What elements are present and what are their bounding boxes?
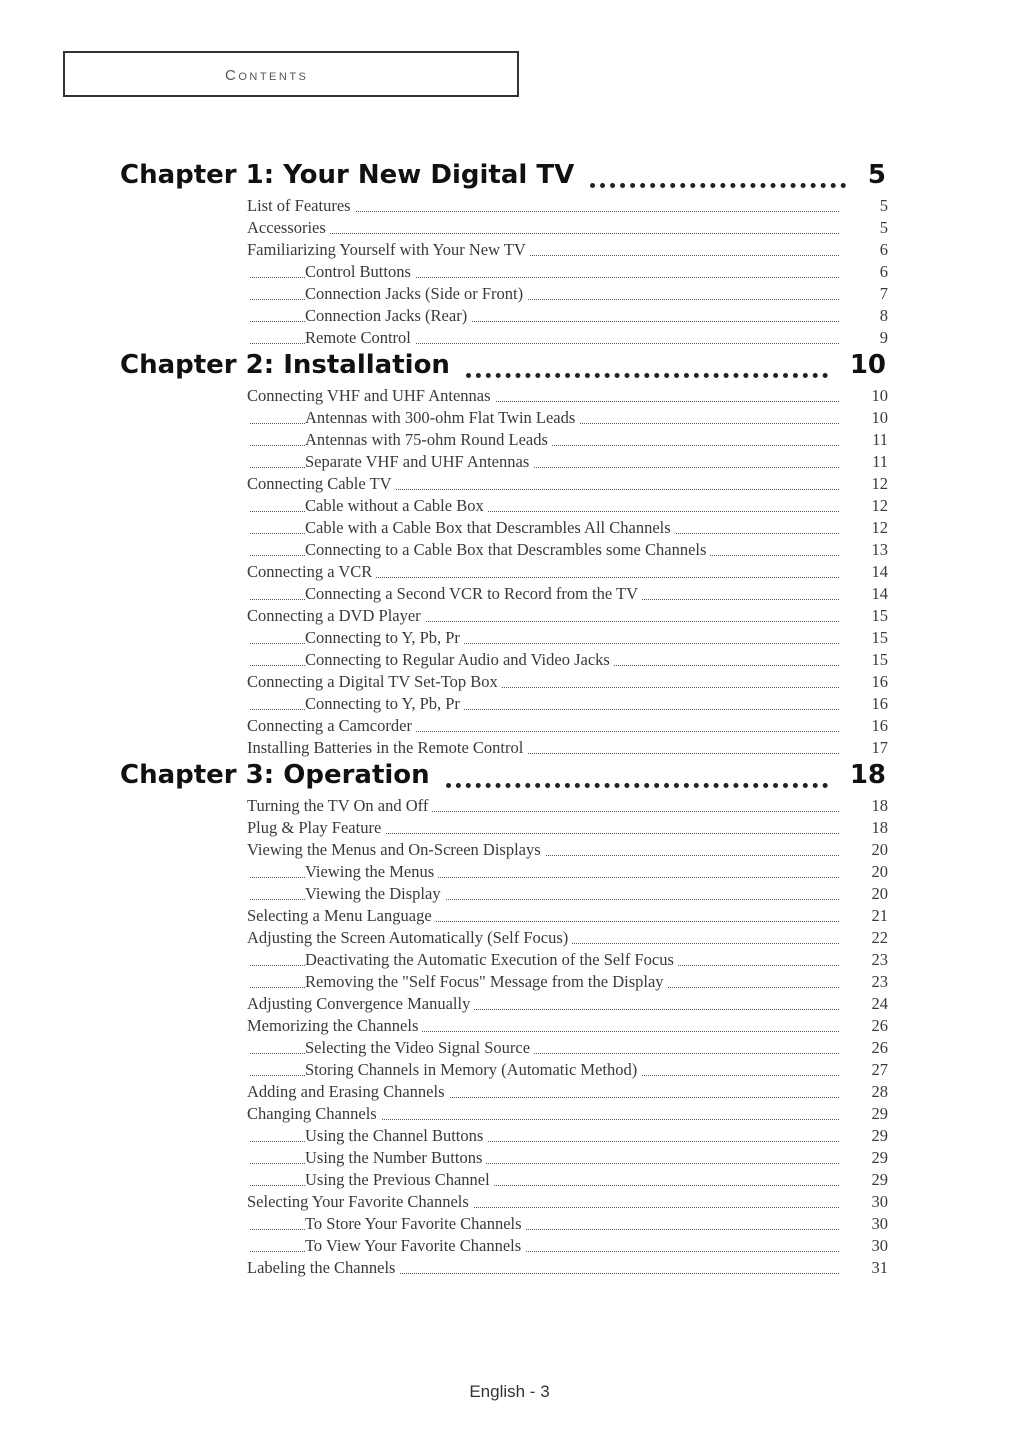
chapter-heading[interactable] <box>0 760 1019 794</box>
toc-entry[interactable] <box>0 1214 1019 1236</box>
chapter-page-number: 10 <box>849 350 886 380</box>
toc-page-number: 5 <box>879 218 888 237</box>
toc-entry-title: Antennas with 300-ohm Flat Twin Leads <box>305 408 579 428</box>
toc-page-number: 12 <box>871 474 888 493</box>
toc-entry[interactable] <box>0 1170 1019 1192</box>
toc-page-number: 7 <box>879 284 888 303</box>
toc-entry-title: Adjusting the Screen Automatically (Self Focus) <box>247 928 572 948</box>
toc-page-number: 26 <box>871 1016 888 1035</box>
toc-page-number: 20 <box>871 884 888 903</box>
toc-entry[interactable] <box>0 672 1019 694</box>
toc-entry[interactable] <box>0 628 1019 650</box>
toc-entry[interactable] <box>0 1060 1019 1082</box>
page-footer: English - 3 <box>469 1382 550 1401</box>
toc-entry-title: Separate VHF and UHF Antennas <box>305 452 533 472</box>
toc-entry-title: List of Features <box>247 196 355 216</box>
table-of-contents <box>0 160 1019 1280</box>
toc-entry-title: Familiarizing Yourself with Your New TV <box>247 240 530 260</box>
toc-page-number: 12 <box>871 518 888 537</box>
toc-entry-title: Selecting Your Favorite Channels <box>247 1192 473 1212</box>
toc-entry[interactable] <box>0 1236 1019 1258</box>
toc-page-number: 6 <box>879 240 888 259</box>
toc-entry[interactable] <box>0 474 1019 496</box>
toc-entry-title: Adding and Erasing Channels <box>247 1082 449 1102</box>
toc-page-number: 6 <box>879 262 888 281</box>
toc-entry-title: Viewing the Menus <box>305 862 438 882</box>
toc-page-number: 29 <box>871 1170 888 1189</box>
toc-entry[interactable] <box>0 650 1019 672</box>
toc-entry-title: Connecting to Y, Pb, Pr <box>305 628 464 648</box>
toc-entry[interactable] <box>0 716 1019 738</box>
toc-entry-title: Connecting a VCR <box>247 562 376 582</box>
toc-entry-title: Labeling the Channels <box>247 1258 399 1278</box>
toc-page-number: 28 <box>871 1082 888 1101</box>
toc-entry-title: Connecting Cable TV <box>247 474 396 494</box>
chapter-heading[interactable] <box>0 350 1019 384</box>
toc-entry-title: Connecting to Y, Pb, Pr <box>305 694 464 714</box>
toc-entry[interactable] <box>0 906 1019 928</box>
toc-entry[interactable] <box>0 840 1019 862</box>
toc-entry-title: Control Buttons <box>305 262 415 282</box>
toc-entry-title: Installing Batteries in the Remote Control <box>247 738 527 758</box>
chapter-page-number: 18 <box>849 760 886 790</box>
toc-page-number: 9 <box>879 328 888 347</box>
toc-page-number: 14 <box>871 584 888 603</box>
toc-entry-title: Antennas with 75-ohm Round Leads <box>305 430 552 450</box>
toc-page-number: 11 <box>872 430 888 449</box>
chapter-leader-dots <box>590 162 846 188</box>
toc-entry-title: Connecting a Digital TV Set-Top Box <box>247 672 502 692</box>
toc-entry[interactable] <box>0 862 1019 884</box>
toc-entry[interactable] <box>0 496 1019 518</box>
toc-page-number: 18 <box>871 818 888 837</box>
toc-entry-title: To View Your Favorite Channels <box>305 1236 525 1256</box>
toc-entry[interactable] <box>0 1104 1019 1126</box>
toc-entry[interactable] <box>0 950 1019 972</box>
toc-entry-title: Selecting a Menu Language <box>247 906 436 926</box>
toc-entry[interactable] <box>0 738 1019 760</box>
toc-entry[interactable] <box>0 306 1019 328</box>
toc-entry[interactable] <box>0 818 1019 840</box>
toc-entry[interactable] <box>0 518 1019 540</box>
chapter-page-number: 5 <box>867 160 886 190</box>
chapter-leader-dots <box>466 352 828 378</box>
toc-page-number: 27 <box>871 1060 888 1079</box>
toc-page-number: 31 <box>871 1258 888 1277</box>
toc-entry-title: Accessories <box>247 218 330 238</box>
toc-page-number: 16 <box>871 694 888 713</box>
chapter-title: Chapter 2: Installation <box>120 350 450 380</box>
toc-entry-title: Storing Channels in Memory (Automatic Method) <box>305 1060 641 1080</box>
toc-entry-title: Connecting a DVD Player <box>247 606 425 626</box>
toc-page-number: 14 <box>871 562 888 581</box>
toc-page-number: 30 <box>871 1214 888 1233</box>
toc-entry-title: Viewing the Menus and On-Screen Displays <box>247 840 545 860</box>
toc-page-number: 23 <box>871 972 888 991</box>
toc-leader-dots <box>250 221 839 234</box>
toc-entry[interactable] <box>0 218 1019 240</box>
chapter-title: Chapter 1: Your New Digital TV <box>120 160 575 190</box>
contents-header-box <box>63 51 519 97</box>
chapter-leader-dots <box>446 762 828 788</box>
toc-entry[interactable] <box>0 408 1019 430</box>
toc-page-number: 30 <box>871 1236 888 1255</box>
toc-entry[interactable] <box>0 606 1019 628</box>
toc-page-number: 10 <box>871 386 888 405</box>
toc-entry[interactable] <box>0 540 1019 562</box>
toc-entry[interactable] <box>0 928 1019 950</box>
toc-page-number: 29 <box>871 1126 888 1145</box>
toc-entry-title: Using the Number Buttons <box>305 1148 486 1168</box>
toc-entry-title: Connecting a Camcorder <box>247 716 416 736</box>
toc-entry[interactable] <box>0 240 1019 262</box>
toc-page-number: 21 <box>871 906 888 925</box>
toc-page-number: 29 <box>871 1148 888 1167</box>
toc-page-number: 5 <box>879 196 888 215</box>
toc-entry[interactable] <box>0 562 1019 584</box>
toc-entry[interactable] <box>0 694 1019 716</box>
toc-page-number: 29 <box>871 1104 888 1123</box>
toc-entry-title: To Store Your Favorite Channels <box>305 1214 526 1234</box>
chapter-heading[interactable] <box>0 160 1019 194</box>
toc-page-number: 16 <box>871 716 888 735</box>
toc-entry[interactable] <box>0 972 1019 994</box>
toc-entry[interactable] <box>0 1258 1019 1280</box>
toc-page-number: 20 <box>871 840 888 859</box>
toc-page-number: 17 <box>871 738 888 757</box>
toc-page-number: 12 <box>871 496 888 515</box>
toc-entry[interactable] <box>0 1148 1019 1170</box>
toc-page-number: 11 <box>872 452 888 471</box>
toc-page-number: 18 <box>871 796 888 815</box>
toc-entry-title: Changing Channels <box>247 1104 381 1124</box>
toc-page-number: 26 <box>871 1038 888 1057</box>
toc-entry-title: Connecting a Second VCR to Record from the TV <box>305 584 642 604</box>
toc-entry[interactable] <box>0 328 1019 350</box>
toc-entry-title: Selecting the Video Signal Source <box>305 1038 534 1058</box>
toc-page-number: 20 <box>871 862 888 881</box>
toc-entry[interactable] <box>0 796 1019 818</box>
toc-page-number: 23 <box>871 950 888 969</box>
toc-entry-title: Turning the TV On and Off <box>247 796 432 816</box>
toc-entry-title: Cable without a Cable Box <box>305 496 488 516</box>
contents-title: Contents <box>225 67 309 84</box>
toc-entry[interactable] <box>0 884 1019 906</box>
toc-entry-title: Deactivating the Automatic Execution of the Self Focus <box>305 950 678 970</box>
toc-entry-title: Using the Previous Channel <box>305 1170 494 1190</box>
toc-entry[interactable] <box>0 386 1019 408</box>
toc-entry[interactable] <box>0 1192 1019 1214</box>
toc-page-number: 10 <box>871 408 888 427</box>
toc-entry[interactable] <box>0 262 1019 284</box>
toc-entry[interactable] <box>0 284 1019 306</box>
toc-entry-title: Viewing the Display <box>305 884 445 904</box>
toc-entry-title: Removing the "Self Focus" Message from the Display <box>305 972 668 992</box>
toc-page-number: 15 <box>871 650 888 669</box>
toc-entry-title: Memorizing the Channels <box>247 1016 422 1036</box>
toc-entry[interactable] <box>0 1126 1019 1148</box>
toc-entry-title: Connecting VHF and UHF Antennas <box>247 386 495 406</box>
toc-page-number: 30 <box>871 1192 888 1211</box>
toc-page-number: 15 <box>871 628 888 647</box>
toc-entry[interactable] <box>0 994 1019 1016</box>
toc-entry-title: Connection Jacks (Rear) <box>305 306 471 326</box>
toc-page-number: 15 <box>871 606 888 625</box>
toc-page-number: 13 <box>871 540 888 559</box>
toc-page-number: 16 <box>871 672 888 691</box>
toc-entry[interactable] <box>0 1016 1019 1038</box>
toc-entry[interactable] <box>0 430 1019 452</box>
toc-entry[interactable] <box>0 1082 1019 1104</box>
toc-entry[interactable] <box>0 584 1019 606</box>
toc-entry-title: Remote Control <box>305 328 415 348</box>
toc-entry-title: Connecting to Regular Audio and Video Jacks <box>305 650 614 670</box>
chapter-title: Chapter 3: Operation <box>120 760 430 790</box>
toc-entry[interactable] <box>0 196 1019 218</box>
toc-page-number: 22 <box>871 928 888 947</box>
toc-entry-title: Using the Channel Buttons <box>305 1126 487 1146</box>
toc-entry[interactable] <box>0 1038 1019 1060</box>
toc-page-number: 8 <box>879 306 888 325</box>
toc-entry-title: Plug & Play Feature <box>247 818 385 838</box>
toc-page-number: 24 <box>871 994 888 1013</box>
toc-entry-title: Connection Jacks (Side or Front) <box>305 284 527 304</box>
toc-entry-title: Cable with a Cable Box that Descrambles All Channels <box>305 518 675 538</box>
toc-entry[interactable] <box>0 452 1019 474</box>
toc-entry-title: Adjusting Convergence Manually <box>247 994 474 1014</box>
toc-entry-title: Connecting to a Cable Box that Descrambles some Channels <box>305 540 710 560</box>
